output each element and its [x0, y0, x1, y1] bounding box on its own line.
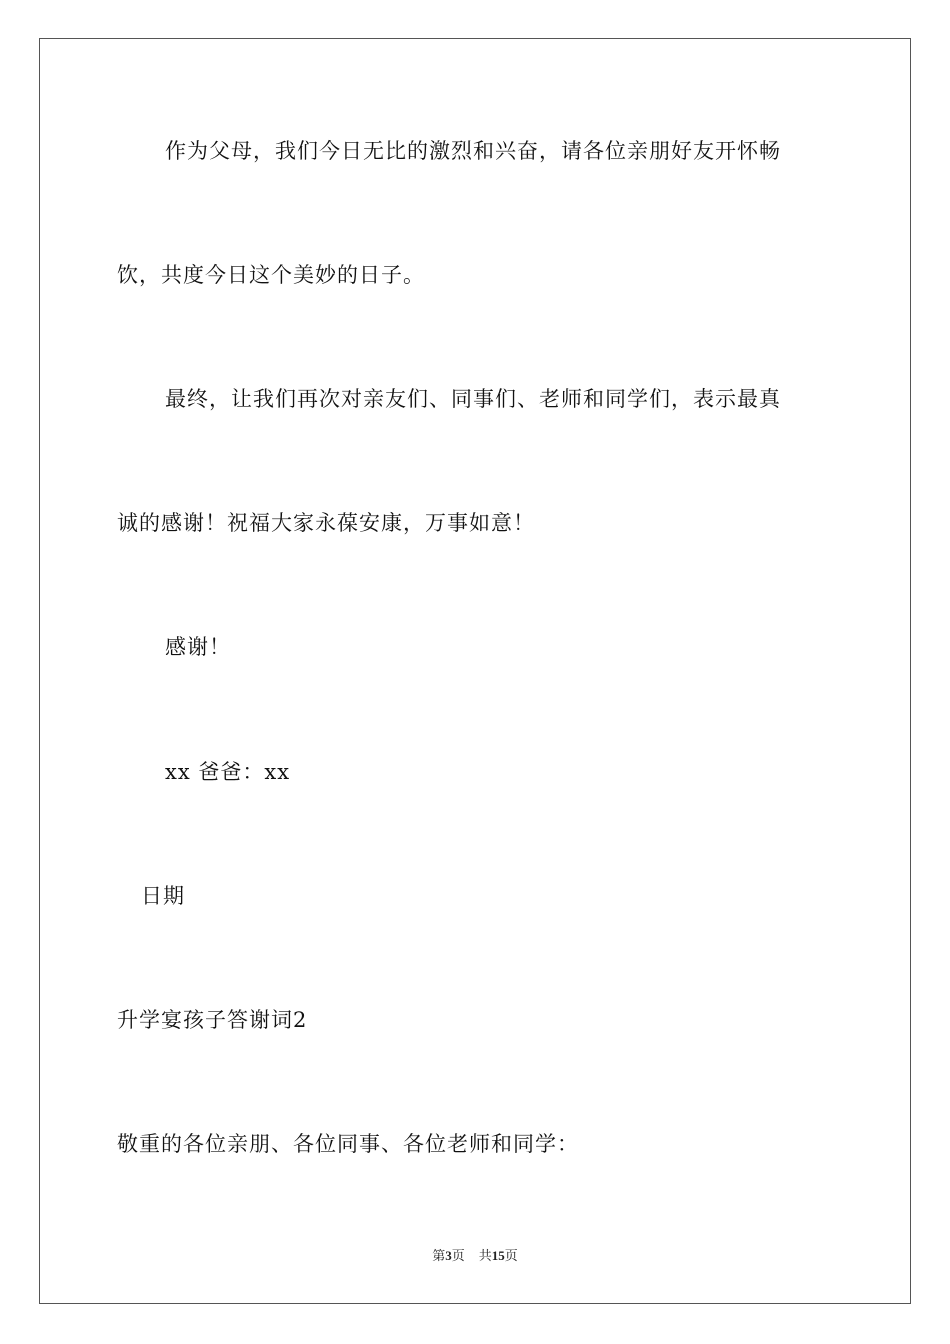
salutation-line: 敬重的各位亲朋、各位同事、各位老师和同学：: [117, 1132, 579, 1156]
paragraph-line: 诚的感谢！祝福大家永葆安康，万事如意！: [117, 511, 535, 535]
paragraph-line: 感谢！: [165, 635, 231, 659]
page-number: 3: [445, 1248, 452, 1263]
date-line: 日期: [141, 884, 185, 908]
total-pages: 15: [491, 1248, 505, 1263]
paragraph-line: 最终，让我们再次对亲友们、同事们、老师和同学们，表示最真: [165, 387, 781, 411]
paragraph-line: 作为父母，我们今日无比的激烈和兴奋，请各位亲朋好友开怀畅: [165, 139, 781, 163]
paragraph-line: 饮，共度今日这个美妙的日子。: [117, 263, 425, 287]
section-title: 升学宴孩子答谢词2: [117, 1008, 308, 1032]
page-suffix: 页: [451, 1248, 465, 1263]
total-prefix: 共: [478, 1248, 492, 1263]
page-footer: [0, 1247, 950, 1265]
signature-line: xx 爸爸：xx: [165, 760, 291, 784]
page-prefix: 第: [432, 1248, 446, 1263]
total-suffix: 页: [504, 1248, 518, 1263]
page-border: [39, 38, 911, 1304]
